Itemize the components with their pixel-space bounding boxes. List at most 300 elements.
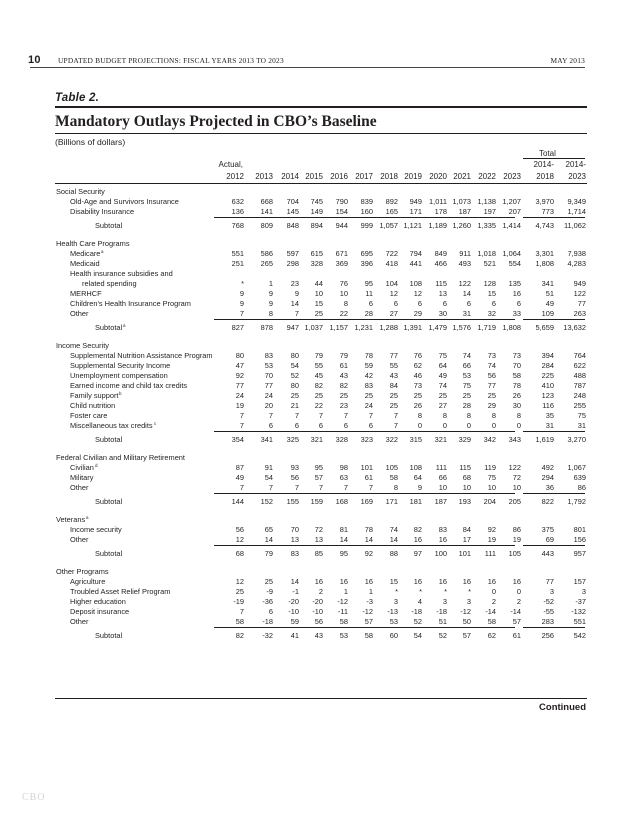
column-header-year: 2017 [355,172,373,181]
cell-value: 1,792 [567,497,586,506]
cell-value: 12 [235,577,244,586]
table-row [0,535,638,545]
row-label: Miscellaneous tax credits [70,421,153,430]
cell-value: 136 [231,207,244,216]
table-row [0,473,638,483]
cell-value: 639 [573,473,586,482]
cell-value: 7 [343,483,348,492]
cell-value: 8 [417,411,422,420]
cell-value: 3 [393,597,398,606]
table-row [0,421,638,431]
cell-value: 394 [541,351,554,360]
cell-value: 4,743 [535,221,554,230]
cell-value: 3,970 [535,197,554,206]
cell-value: 11 [365,289,373,298]
cell-value: 74 [389,525,398,534]
cell-value: 3 [549,587,554,596]
row-label: Other Programs [56,567,109,576]
cell-value: 25 [264,577,273,586]
cell-value: 622 [573,361,586,370]
row-label: Other [70,535,89,544]
cell-value: 35 [545,411,554,420]
cell-value: 1,207 [502,197,521,206]
cell-value: 1,714 [567,207,586,216]
cell-value: 7 [239,607,244,616]
cell-value: -55 [543,607,554,616]
column-header-year: 2013 [255,172,273,181]
cell-value: 16 [512,289,521,298]
cell-value: 9 [239,289,244,298]
cell-value: 57 [314,473,323,482]
cell-value: -18 [411,607,422,616]
cell-value: 848 [286,221,299,230]
cell-value: 894 [310,221,323,230]
cell-value: 78 [364,351,373,360]
cell-value: 74 [438,381,447,390]
cell-value: 24 [235,391,244,400]
cell-value: 205 [508,497,521,506]
row-label: Child nutrition [70,401,116,410]
cell-value: 1,138 [477,197,496,206]
cell-value: 9 [268,289,273,298]
table-row [0,351,638,361]
cell-value: 8 [393,483,398,492]
row-label: Deposit insurance [70,607,130,616]
cell-value: 0 [466,421,471,430]
cell-value: 16 [413,535,422,544]
cell-value: 322 [385,435,398,444]
cell-value: 69 [545,535,554,544]
cell-value: 78 [364,525,373,534]
cell-value: 87 [235,463,244,472]
cell-value: 33 [512,309,521,318]
cell-value: 8 [491,411,496,420]
cell-value: 16 [462,577,471,586]
cell-value: 6 [368,299,373,308]
cell-value: 73 [413,381,422,390]
cell-value: 204 [483,497,496,506]
cell-value: 14 [290,299,299,308]
cell-value: -14 [485,607,496,616]
cell-value: 15 [314,299,323,308]
cell-value: 123 [541,391,554,400]
cell-value: 178 [434,207,447,216]
cell-value: 13 [438,289,447,298]
cell-value: 53 [339,631,348,640]
cell-value: 0 [516,587,521,596]
cell-value: 493 [458,259,471,268]
row-label: Civilian [70,463,94,472]
cell-value: 1,157 [329,323,348,332]
cell-value: 369 [335,259,348,268]
cell-value: 0 [516,421,521,430]
cell-value: 49 [545,299,554,308]
cell-value: 26 [512,391,521,400]
cell-value: 171 [385,497,398,506]
cell-value: 77 [577,299,586,308]
section-header-row [0,567,638,577]
cell-value: 51 [438,617,447,626]
cell-value: 49 [438,371,447,380]
table-subtitle: (Billions of dollars) [55,137,126,147]
cell-value: 82 [235,631,244,640]
cell-value: 101 [458,549,471,558]
cell-value: 554 [508,259,521,268]
sum-underline [523,493,585,494]
cell-value: 8 [516,411,521,420]
cell-value: 59 [290,617,299,626]
cell-value: 54 [264,473,273,482]
cell-value: 2 [491,597,496,606]
cell-value: 56 [487,371,496,380]
cell-value: -12 [362,607,373,616]
cell-value: 16 [364,577,373,586]
cell-value: 8 [466,411,471,420]
cell-value: 5,659 [535,323,554,332]
cell-value: 1,808 [535,259,554,268]
cell-value: 36 [545,483,554,492]
cell-value: 28 [462,401,471,410]
cell-value: 488 [573,371,586,380]
cell-value: 74 [487,361,496,370]
cell-value: 76 [339,279,348,288]
cell-value: 25 [290,391,299,400]
cell-value: 315 [409,435,422,444]
cell-value: 82 [413,525,422,534]
cell-value: 255 [573,401,586,410]
cell-value: 42 [364,371,373,380]
footnote-marker: a [86,515,89,520]
cell-value: 551 [573,617,586,626]
column-header-year: 2021 [453,172,471,181]
cell-value: 128 [483,279,496,288]
cell-value: 47 [235,361,244,370]
column-header-year: 2022 [478,172,496,181]
table-row [0,361,638,371]
row-label: Health insurance subsidies and [70,269,173,278]
cell-value: 44 [314,279,323,288]
cell-value: -19 [233,597,244,606]
cell-value: 10 [438,483,447,492]
cell-value: 1,414 [502,221,521,230]
cell-value: -10 [312,607,323,616]
cell-value: 22 [314,401,323,410]
cell-value: 3 [466,597,471,606]
cell-value: -36 [262,597,273,606]
cell-value: 1,231 [354,323,373,332]
cell-value: 7 [239,411,244,420]
total-header-rule [523,158,585,159]
cell-value: -3 [366,597,373,606]
cell-value: * [419,587,422,596]
cell-value: 22 [339,309,348,318]
sum-underline [523,319,585,320]
cell-value: 31 [462,309,471,318]
sum-underline [214,627,515,628]
footnote-marker: c [154,421,157,426]
cell-value: -10 [288,607,299,616]
cell-value: 52 [413,617,422,626]
row-label: Children's Health Insurance Program [70,299,191,308]
cell-value: 790 [335,197,348,206]
cell-value: 105 [385,463,398,472]
row-label: Disability Insurance [70,207,135,216]
table-row [0,371,638,381]
cell-value: 27 [438,401,447,410]
cell-value: 1 [368,587,373,596]
cell-value: 82 [339,381,348,390]
cell-value: -14 [510,607,521,616]
cell-value: 41 [290,631,299,640]
cell-value: 115 [459,463,471,472]
cell-value: 54 [413,631,422,640]
cell-value: 73 [512,351,521,360]
cell-value: 159 [310,497,323,506]
cell-value: 16 [487,577,496,586]
cell-value: 19 [235,401,244,410]
cell-value: 6 [516,299,521,308]
cell-value: 265 [260,259,273,268]
cell-value: 25 [389,401,398,410]
cell-value: 100 [434,549,447,558]
table-row [0,597,638,607]
row-label: Foster care [70,411,108,420]
sum-underline [523,431,585,432]
cell-value: 7 [318,411,323,420]
cell-value: 6 [318,421,323,430]
total-header: Total [539,149,556,158]
cell-value: 329 [458,435,471,444]
cell-value: 80 [290,351,299,360]
section-header-row [0,341,638,351]
cell-value: 7 [239,421,244,430]
cell-value: 72 [512,473,521,482]
row-label: Higher education [70,597,126,606]
cell-value: 79 [264,549,273,558]
cell-value: 801 [573,525,586,534]
cell-value: 7 [343,411,348,420]
cell-value: 7 [268,411,273,420]
cell-value: 29 [487,401,496,410]
cell-value: 187 [434,497,447,506]
row-label: Subtotal [95,497,123,506]
cell-value: 3 [581,587,586,596]
cell-value: 68 [462,473,471,482]
cell-value: 947 [286,323,299,332]
cell-value: 122 [573,289,586,298]
row-label: Medicare [70,249,101,258]
footnote-marker: a [101,249,104,254]
cell-value: 83 [264,351,273,360]
cell-value: 98 [339,463,348,472]
subtotal-row [0,221,638,231]
cell-value: 7,938 [567,249,586,258]
cell-value: 1,011 [429,197,447,206]
cell-value: 7 [368,411,373,420]
sum-underline [523,627,585,628]
cell-value: 119 [484,463,496,472]
title-rule [55,133,587,134]
row-label: Family support [70,391,119,400]
cell-value: 1,121 [403,221,422,230]
cell-value: -12 [460,607,471,616]
cell-value: -20 [288,597,299,606]
cell-value: 156 [573,535,586,544]
cell-value: -37 [575,597,586,606]
cell-value: 12 [235,535,244,544]
cell-value: 6 [368,421,373,430]
cell-value: 27 [389,309,398,318]
section-header-row [0,453,638,463]
cell-value: 396 [360,259,373,268]
cell-value: 248 [573,391,586,400]
cell-value: 321 [310,435,323,444]
table-row [0,249,638,259]
cell-value: 704 [286,197,299,206]
cell-value: 108 [409,463,422,472]
cell-value: 9,349 [567,197,586,206]
column-header-total-top: 2014- [533,160,554,169]
table-row [0,391,638,401]
cell-value: 7 [294,483,299,492]
cell-value: -32 [262,631,273,640]
cell-value: 7 [239,309,244,318]
cell-value: 1 [343,587,348,596]
cell-value: 64 [413,473,422,482]
subtotal-row [0,435,638,445]
table-row [0,309,638,319]
cell-value: 72 [314,525,323,534]
table-row [0,279,638,289]
cell-value: 7 [318,483,323,492]
cell-value: 521 [483,259,496,268]
cell-value: 83 [364,381,373,390]
cell-value: 14 [339,535,348,544]
cell-value: 76 [413,351,422,360]
cell-value: 7 [393,411,398,420]
row-label: related spending [82,279,137,288]
cell-value: 77 [389,351,398,360]
cell-value: 4,283 [567,259,586,268]
table-row [0,525,638,535]
sum-underline [214,545,515,546]
cell-value: 14 [389,535,398,544]
row-label: Other [70,483,89,492]
cell-value: 6 [343,421,348,430]
column-header-total-bottom: 2023 [568,172,586,181]
cell-value: 25 [413,391,422,400]
cell-value: 328 [310,259,323,268]
cell-value: 16 [413,577,422,586]
cell-value: 827 [231,323,244,332]
cell-value: 93 [290,463,299,472]
column-header-year: 2019 [404,172,422,181]
cell-value: 55 [314,361,323,370]
cell-value: 92 [364,549,373,558]
cell-value: 668 [260,197,273,206]
column-header-year: 2012 [226,172,244,181]
section-header-row [0,239,638,249]
cell-value: 25 [314,391,323,400]
cell-value: 31 [577,421,586,430]
cell-value: 56 [235,525,244,534]
sum-underline [523,217,585,218]
cell-value: 24 [364,401,373,410]
cell-value: 78 [512,381,521,390]
cell-value: 1,067 [567,463,586,472]
cell-value: 75 [438,351,447,360]
cell-value: 29 [413,309,422,318]
cell-value: 122 [458,279,471,288]
cell-value: 17 [462,535,471,544]
cell-value: 77 [235,381,244,390]
table-row [0,577,638,587]
cell-value: 101 [360,463,373,472]
cell-value: 50 [462,617,471,626]
cell-value: 671 [335,249,348,258]
column-header-year: 2016 [330,172,348,181]
cell-value: 6 [442,299,447,308]
cell-value: 3,301 [535,249,554,258]
cell-value: 60 [389,631,398,640]
cell-value: 6 [294,421,299,430]
cell-value: 1,808 [502,323,521,332]
cell-value: -18 [436,607,447,616]
row-label: Agriculture [70,577,106,586]
row-label: Other [70,617,89,626]
cell-value: 65 [264,525,273,534]
cell-value: 105 [508,549,521,558]
row-label: Old-Age and Survivors Insurance [70,197,179,206]
row-label: Medicaid [70,259,100,268]
row-label: Other [70,309,89,318]
row-label: Subtotal [95,631,123,640]
cell-value: 256 [541,631,554,640]
cell-value: 10 [462,483,471,492]
cell-value: 410 [541,381,554,390]
cell-value: 14 [290,577,299,586]
cell-value: 263 [573,309,586,318]
cell-value: 207 [508,207,521,216]
cell-value: 74 [462,351,471,360]
cell-value: 25 [438,391,447,400]
cell-value: -52 [543,597,554,606]
cell-value: 325 [286,435,299,444]
cell-value: 944 [335,221,348,230]
cell-value: 80 [290,381,299,390]
cell-value: 586 [260,249,273,258]
cell-value: 25 [389,391,398,400]
cell-value: 56 [290,473,299,482]
column-header-year: 2020 [429,172,447,181]
cell-value: 122 [508,463,521,472]
cell-value: 13,632 [563,323,586,332]
cell-value: 1,335 [477,221,496,230]
publication-date: MAY 2013 [550,56,585,65]
cell-value: 77 [264,381,273,390]
cell-value: 144 [231,497,244,506]
cell-value: 3,270 [567,435,586,444]
row-label: Income security [70,525,122,534]
table-row [0,411,638,421]
row-label: Subtotal [95,323,123,332]
column-header-year: 2023 [503,172,521,181]
cell-value: 9 [294,289,299,298]
cell-value: 6 [417,299,422,308]
cell-value: 794 [409,249,422,258]
cell-value: 16 [339,577,348,586]
sum-underline [214,217,515,218]
